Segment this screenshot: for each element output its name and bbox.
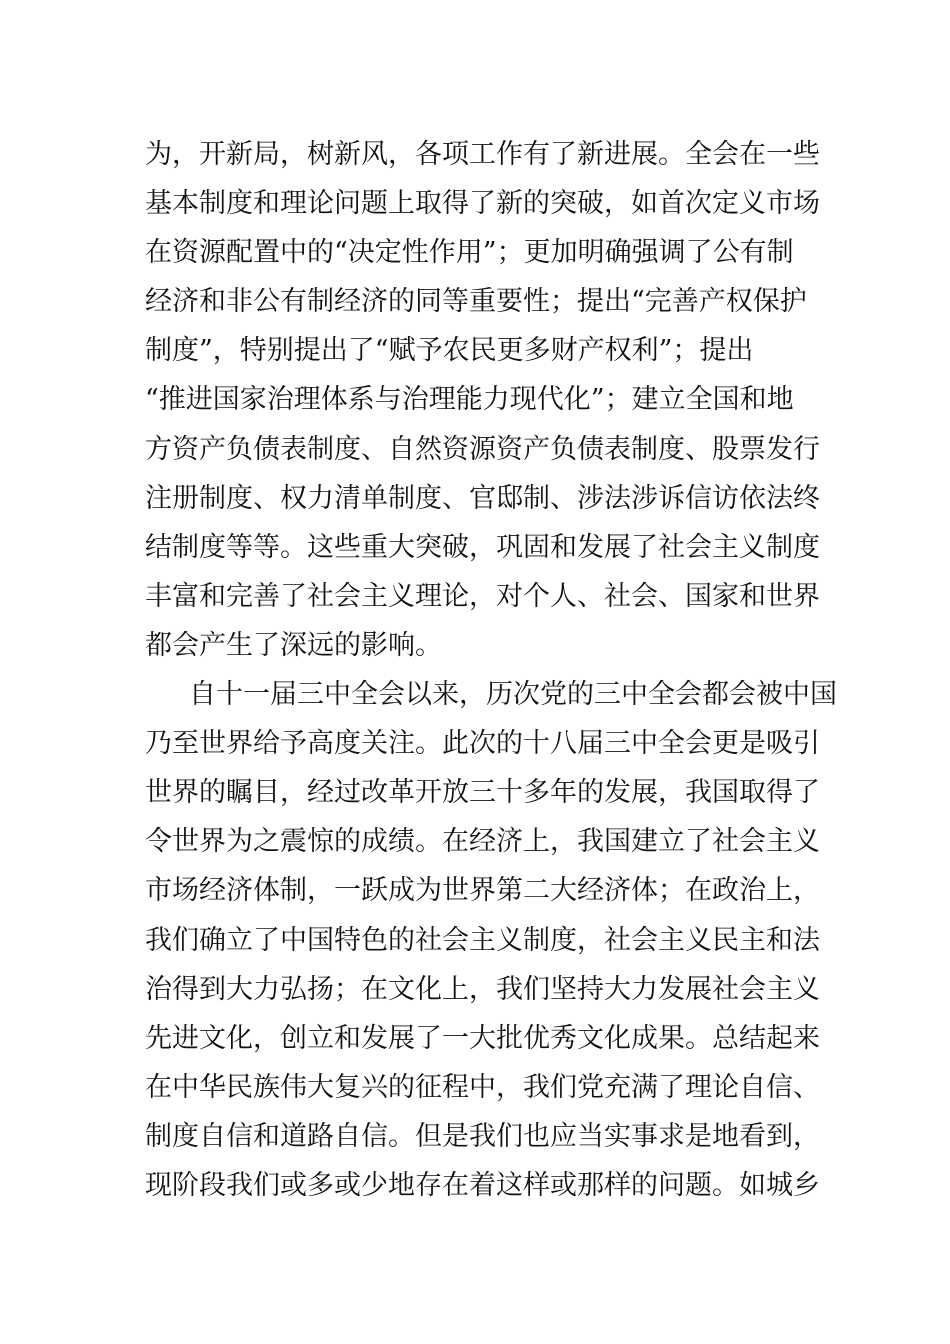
paragraph-1 [145,130,820,670]
document-body [145,130,837,1210]
text-line: 经济和非公有制经济的同等重要性；提出“完善产权保护 [145,286,807,318]
text-line: 市场经济体制，一跃成为世界第二大经济体；在政治上， [145,875,820,907]
text-line: 方资产负债表制度、自然资源资产负债表制度、股票发行 [145,433,820,465]
text-line-indented: 自十一届三中全会以来，历次党的三中全会都会被中国 [189,679,837,711]
text-line: 令世界为之震惊的成绩。在经济上，我国建立了社会主义 [145,826,820,858]
text-line: 结制度等等。这些重大突破，巩固和发展了社会主义制度 [145,531,820,563]
text-line: 治得到大力弘扬；在文化上，我们坚持大力发展社会主义 [145,973,820,1005]
text-line: 基本制度和理论问题上取得了新的突破，如首次定义市场 [145,188,820,220]
text-line: 乃至世界给予高度关注。此次的十八届三中全会更是吸引 [145,728,820,760]
paragraph-2 [145,670,837,1210]
text-line: 都会产生了深远的影响。 [145,629,442,661]
text-line: 在中华民族伟大复兴的征程中，我们党充满了理论自信、 [145,1071,820,1103]
text-line: 制度自信和道路自信。但是我们也应当实事求是地看到， [145,1120,820,1152]
text-line: 现阶段我们或多或少地存在着这样或那样的问题。如城乡 [145,1169,820,1201]
text-line: 先进文化，创立和发展了一大批优秀文化成果。总结起来 [145,1022,820,1054]
text-line: 为，开新局，树新风，各项工作有了新进展。全会在一些 [145,139,820,170]
text-line: 我们确立了中国特色的社会主义制度，社会主义民主和法 [145,924,820,956]
text-line: “推进国家治理体系与治理能力现代化”；建立全国和地 [145,384,794,416]
text-line: 制度”，特别提出了“赋予农民更多财产权利”；提出 [145,335,754,367]
text-line: 在资源配置中的“决定性作用”；更加明确强调了公有制 [145,237,794,269]
text-line: 注册制度、权力清单制度、官邸制、涉法涉诉信访依法终 [145,482,820,514]
text-line: 世界的瞩目，经过改革开放三十多年的发展，我国取得了 [145,777,820,809]
text-line: 丰富和完善了社会主义理论，对个人、社会、国家和世界 [145,580,820,612]
